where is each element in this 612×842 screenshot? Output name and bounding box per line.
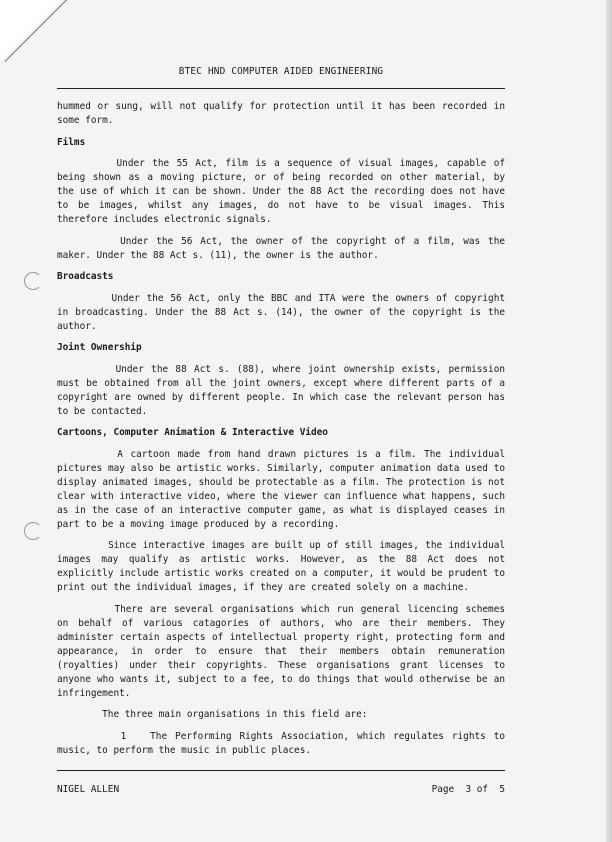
- paragraph-gap: [57, 419, 505, 427]
- text-line: (royalties) under their copyrights. These organisations grant licenses to: [57, 659, 505, 671]
- text-line: some form.: [57, 115, 114, 126]
- text-line: pictures may also be artistic works. Similarly, computer animation data used to: [57, 462, 505, 474]
- text-line: hummed or sung, will not qualify for protection until it has been recorded in: [57, 101, 505, 112]
- text-line: being shown as a moving picture, or of being recorded on other material, by: [57, 172, 505, 183]
- paragraph-gap: [57, 150, 505, 158]
- paper-edge-shadow: [606, 0, 612, 842]
- text-line: author.: [57, 320, 97, 332]
- punch-hole-icon: [24, 522, 42, 540]
- paragraph-gap: [57, 263, 505, 271]
- text-line: Under the 56 Act, the owner of the copyright of a film, was the: [57, 235, 505, 247]
- text-line: infringement.: [57, 687, 131, 699]
- text-line: appearance, in order to ensure that their members obtain remuneration: [57, 645, 505, 657]
- text-line: There are several organisations which run general licencing schemes: [57, 603, 505, 615]
- paragraph: [57, 708, 505, 722]
- text-line: must be obtained from all the joint owners, except where different parts of a: [57, 377, 505, 389]
- text-line: 1 The Performing Rights Association, which regulates rights to: [57, 730, 505, 742]
- punch-hole-icon: [24, 272, 42, 290]
- paragraph: [57, 363, 505, 419]
- text-line: A cartoon made from hand drawn pictures is a film. The individual: [57, 448, 505, 460]
- paragraph-gap: [57, 227, 505, 235]
- page-footer: [57, 784, 505, 795]
- text-line: maker. Under the 88 Act s. (11), the owner is the author.: [57, 249, 379, 261]
- text-line: copyright are owned by different people. In which case the relevant person has: [57, 391, 505, 403]
- paragraph: [57, 235, 505, 263]
- text-line: the use of which it can be shown. Under the 88 Act the recording does not have: [57, 186, 505, 197]
- text-line: clear with interactive video, where the viewer can influence what happens, such: [57, 490, 505, 502]
- text-line: in broadcasting. Under the 88 Act s. (14), the owner of the copyright is the: [57, 306, 505, 318]
- section-heading: Joint Ownership: [57, 342, 142, 353]
- paragraph: [57, 157, 505, 227]
- footer-rule: [57, 770, 505, 771]
- paragraph: [57, 539, 505, 595]
- text-line: therefore includes electronic signals.: [57, 214, 272, 225]
- text-line: Under the 56 Act, only the BBC and ITA were the owners of copyright: [57, 292, 505, 304]
- paragraph: [57, 100, 505, 128]
- paragraph-gap: [57, 532, 505, 540]
- text-line: on behalf of various catagories of authors, who are their members. They: [57, 617, 505, 629]
- text-line: anyone who wants it, subject to a fee, to do things that would otherwise be an: [57, 673, 505, 685]
- paragraph-gap: [57, 334, 505, 342]
- footer-author: NIGEL ALLEN: [57, 784, 120, 795]
- text-line: part to be a moving image produced by a recording.: [57, 518, 340, 530]
- paragraph-gap: [57, 440, 505, 448]
- section-heading: Broadcasts: [57, 271, 114, 282]
- paragraph-gap: [57, 701, 505, 709]
- text-line: administer certain aspects of intellectual property right, protecting form and: [57, 631, 505, 643]
- text-line: display animated images, should be protectable as a film. The protection is not: [57, 476, 505, 488]
- text-line: Under the 55 Act, film is a sequence of visual images, capable of: [57, 158, 505, 169]
- paragraph: [57, 730, 505, 758]
- text-line: The three main organisations in this field are:: [57, 709, 368, 720]
- paragraph: [57, 448, 505, 532]
- text-line: Since interactive images are built up of still images, the individual: [57, 540, 505, 551]
- document-body: [57, 100, 505, 758]
- paragraph-gap: [57, 595, 505, 603]
- section-heading: Films: [57, 136, 86, 148]
- page-number: Page 3 of 5: [431, 784, 505, 795]
- text-line: print out the individual images, if they are created solely on a machine.: [57, 582, 470, 593]
- text-line: to be images, whilst any images, do not have to be visual images. This: [57, 200, 505, 211]
- folded-corner: [0, 0, 62, 62]
- paragraph-gap: [57, 128, 505, 136]
- text-line: explicitly include artistic works created on a computer, it would be prudent to: [57, 568, 505, 579]
- header-rule: [57, 88, 505, 89]
- text-line: music, to perform the music in public places.: [57, 744, 311, 756]
- paragraph-gap: [57, 722, 505, 730]
- paragraph: [57, 292, 505, 334]
- text-line: images may qualify as artistic works. However, as the 88 Act does not: [57, 554, 505, 565]
- text-line: as in the case of an interactive computer game, as what is displayed ceases in: [57, 504, 505, 516]
- paragraph-gap: [57, 355, 505, 363]
- text-line: Under the 88 Act s. (88), where joint ownership exists, permission: [57, 363, 505, 375]
- paragraph: [57, 603, 505, 701]
- text-line: to be contacted.: [57, 405, 148, 417]
- section-heading: Cartoons, Computer Animation & Interactive Video: [57, 427, 328, 438]
- page-header: BTEC HND COMPUTER AIDED ENGINEERING: [178, 66, 384, 77]
- paragraph-gap: [57, 284, 505, 292]
